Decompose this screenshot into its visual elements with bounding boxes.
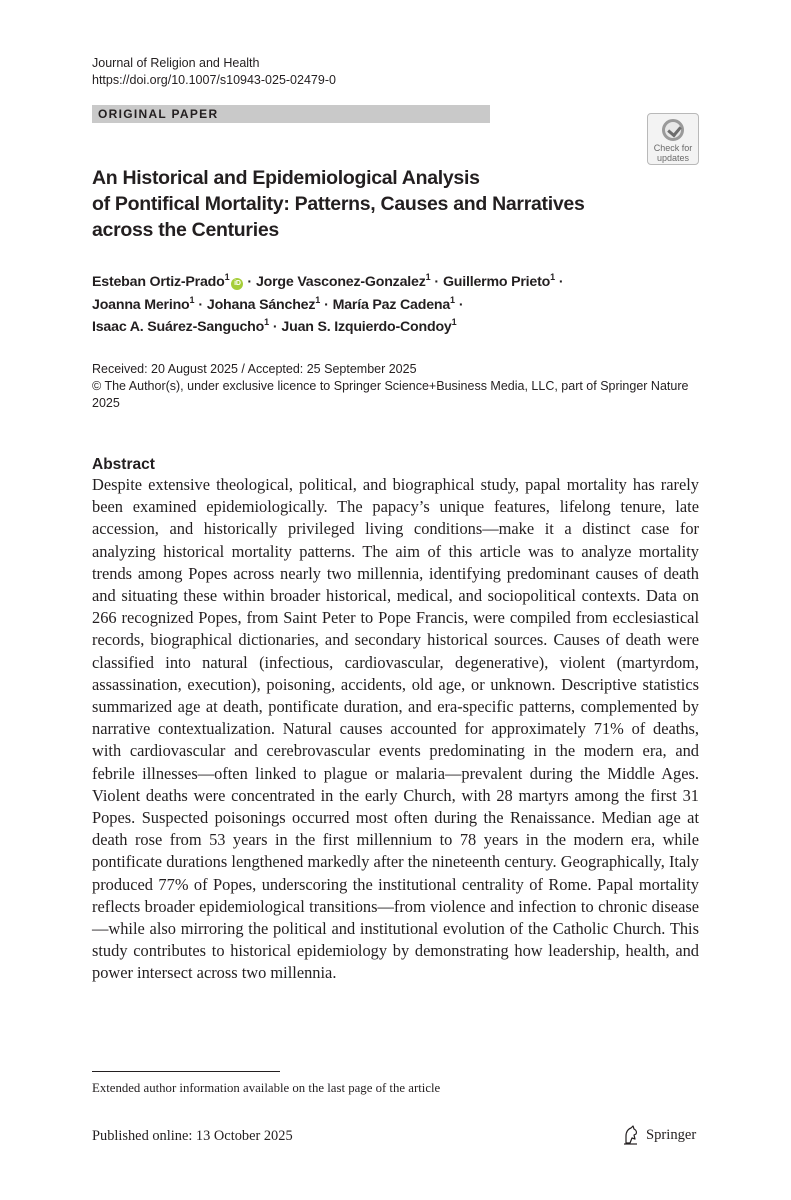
section-label: ORIGINAL PAPER xyxy=(98,107,219,121)
orcid-icon[interactable]: iD xyxy=(231,278,243,290)
title-line-2: of Pontifical Mortality: Patterns, Causes and Narratives xyxy=(92,193,585,215)
footnote-rule xyxy=(92,1071,280,1072)
journal-info xyxy=(92,55,336,89)
journal-name: Journal of Religion and Health xyxy=(92,56,260,70)
article-dates xyxy=(92,361,712,412)
author-separator: · xyxy=(198,296,203,313)
author-separator: · xyxy=(272,319,278,335)
publisher-name: Springer xyxy=(646,1127,697,1143)
copyright-line-2: 2025 xyxy=(92,396,120,410)
author-name[interactable]: María Paz Cadena xyxy=(332,296,451,313)
check-badge-line1: Check for xyxy=(653,143,693,153)
author-name[interactable]: Joanna Merino xyxy=(92,296,190,313)
author-name[interactable]: Jorge Vasconez-Gonzalez xyxy=(255,274,426,290)
title-line-3: across the Centuries xyxy=(92,219,279,241)
abstract-body: Despite extensive theological, political, and biographical study, papal mortality has rarely been examined epidemiologically. The papacy’s unique features, lifelong tenure, late accession, and historically privileged living conditions—make it a distinct case for analyzing historical mortality patterns. The aim of this article was to analyze mortality trends among Popes across nearly two millennia, identifying predominant causes of death and situating these within broader historical, medical, and sociopolitical contexts. Data on 266 recognized Popes, from Saint Peter to Pope Francis, were compiled from ecclesiastical records, biographical dictionaries, and secondary historical sources. Causes of death were classified into natural (infectious, cardiovascular, degenerative), violent (martyrdom, assassination, execution), poisoning, accidents, old age, or unknown. Descriptive statistics summarized age at death, pontificate duration, and era-specific patterns, complemented by narrative contextualization. Natural causes accounted for approximately 71% of deaths, with cardiovascular and cerebrovascular events predominating in the modern era, and febrile illnesses—often linked to plague or malaria—prevalent during the Middle Ages. Violent deaths were concentrated in the early Church, with 28 martyrs among the first 31 Popes. Suspected poisonings occurred most often during the Renaissance. Median age at death rose from 53 years in the first millennium to 78 years in the modern era, while pontificate durations lengthened markedly after the nineteenth century. Geographically, Italy produced 77% of Popes, underscoring the institutional centrality of Rome. Papal mortality reflects broader epidemiological transitions—from violence and infection to chronic disease—while also mirroring the political and institutional evolution of the Catholic Church. This study contributes to historical epidemiology by demonstrating how leadership, health, and power intersect across two millennia. xyxy=(92,475,699,983)
abstract-heading: Abstract xyxy=(92,456,155,473)
footnote: Extended author information available on the last page of the article xyxy=(92,1081,441,1095)
author-name[interactable]: Esteban Ortiz-Prado xyxy=(92,274,225,290)
section-band xyxy=(92,105,490,123)
author-line-3 xyxy=(92,316,652,339)
author-separator: · xyxy=(458,296,464,313)
affiliation-marker: 1 xyxy=(189,294,195,305)
copyright-line-1: © The Author(s), under exclusive licence to Springer Science+Business Media, LLC, part of Springer Nature xyxy=(92,379,689,393)
author-line-2 xyxy=(92,294,652,317)
springer-horse-icon xyxy=(622,1125,640,1145)
title-line-1: An Historical and Epidemiological Analysis xyxy=(92,167,480,189)
author-list xyxy=(92,271,652,339)
received-accepted: Received: 20 August 2025 / Accepted: 25 September 2025 xyxy=(92,362,417,376)
affiliation-marker: 1 xyxy=(451,317,457,327)
author-separator: · xyxy=(324,296,329,313)
author-name[interactable]: Isaac A. Suárez-Sangucho xyxy=(92,319,265,335)
affiliation-marker: 1 xyxy=(264,317,269,327)
doi-link[interactable]: https://doi.org/10.1007/s10943-025-02479-0 xyxy=(92,73,336,87)
author-name[interactable]: Guillermo Prieto xyxy=(442,274,551,290)
author-name[interactable]: Johana Sánchez xyxy=(206,296,316,313)
check-for-updates-badge[interactable] xyxy=(647,113,699,165)
check-for-updates-icon xyxy=(662,119,684,141)
affiliation-marker: 1 xyxy=(224,272,230,282)
affiliation-marker: 1 xyxy=(425,272,431,282)
author-separator: · xyxy=(247,274,252,290)
author-separator: · xyxy=(434,274,439,290)
author-separator: · xyxy=(558,274,564,290)
affiliation-marker: 1 xyxy=(550,272,555,282)
article-title xyxy=(92,165,612,243)
author-name[interactable]: Juan S. Izquierdo-Condoy xyxy=(281,319,452,335)
affiliation-marker: 1 xyxy=(315,294,321,305)
affiliation-marker: 1 xyxy=(450,294,455,305)
check-badge-line2: updates xyxy=(656,152,690,163)
author-line-1 xyxy=(92,271,652,294)
publisher-logo[interactable] xyxy=(622,1125,696,1145)
published-online: Published online: 13 October 2025 xyxy=(92,1128,293,1144)
